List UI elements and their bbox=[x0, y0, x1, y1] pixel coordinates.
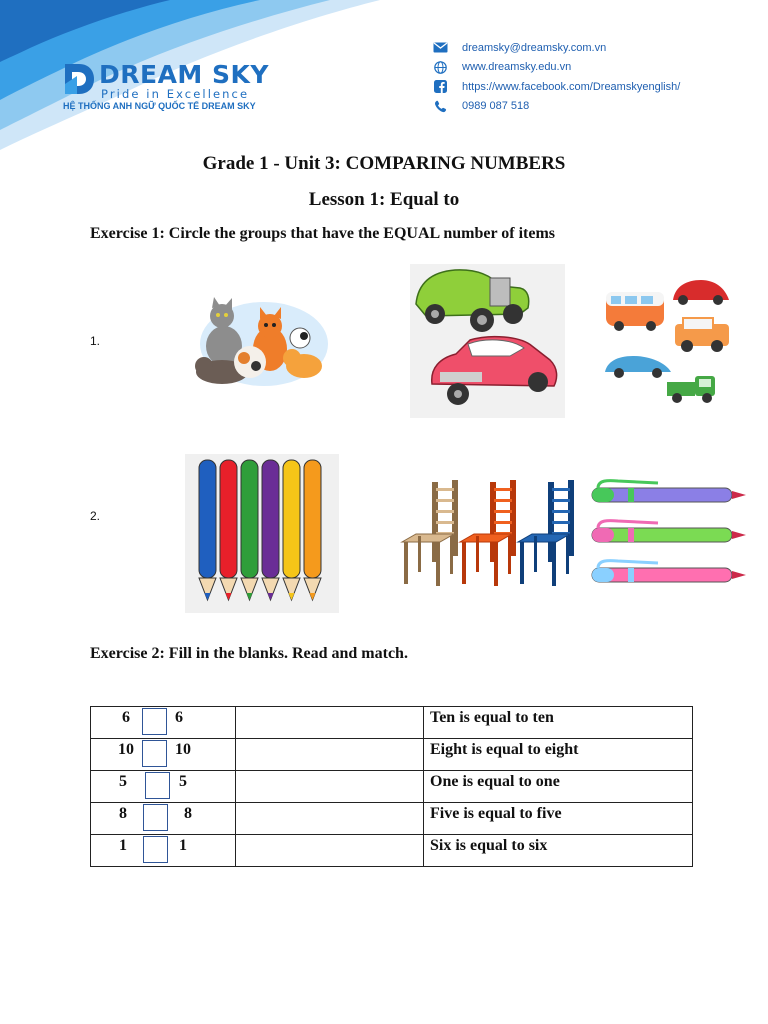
globe-icon bbox=[432, 60, 448, 74]
contact-list bbox=[432, 38, 752, 116]
right-number: 1 bbox=[179, 837, 187, 854]
exercise1-heading: Exercise 1: Circle the groups that have the EQUAL number of items bbox=[90, 225, 556, 242]
contact-email-text: dreamsky@dreamsky.com.vn bbox=[462, 41, 607, 54]
pencils-image[interactable] bbox=[185, 454, 339, 613]
answer-box[interactable] bbox=[145, 772, 170, 799]
exercise1-row2-number: 2. bbox=[90, 509, 101, 523]
table-row bbox=[91, 707, 693, 739]
cats-group-image[interactable] bbox=[192, 294, 330, 389]
lesson-title: Lesson 1: Equal to bbox=[308, 189, 460, 210]
left-number: 10 bbox=[118, 741, 134, 758]
pens-image[interactable] bbox=[588, 474, 750, 589]
pen-icon bbox=[592, 481, 746, 502]
table-row bbox=[91, 835, 693, 867]
right-number: 10 bbox=[175, 741, 191, 758]
brand-logo bbox=[63, 60, 273, 116]
pen-icon bbox=[592, 521, 746, 542]
blank-cell[interactable] bbox=[236, 835, 424, 867]
pencil-icon bbox=[304, 460, 321, 600]
chair-icon bbox=[518, 480, 574, 586]
table-row bbox=[91, 803, 693, 835]
exercise2-heading: Exercise 2: Fill in the blanks. Read and match. bbox=[90, 645, 408, 662]
two-cars-image[interactable] bbox=[410, 264, 565, 418]
chairs-image[interactable] bbox=[398, 478, 578, 590]
contact-email[interactable] bbox=[432, 38, 752, 58]
chair-icon bbox=[460, 480, 516, 586]
compare-cell bbox=[91, 739, 236, 771]
compare-cell bbox=[91, 835, 236, 867]
left-number: 8 bbox=[119, 805, 127, 822]
page-title: Grade 1 - Unit 3: COMPARING NUMBERS bbox=[202, 153, 566, 174]
sentence-cell: Ten is equal to ten bbox=[424, 707, 693, 739]
sentence-cell: Five is equal to five bbox=[424, 803, 693, 835]
match-table bbox=[90, 706, 693, 867]
blank-cell[interactable] bbox=[236, 771, 424, 803]
sentence-cell: Eight is equal to eight bbox=[424, 739, 693, 771]
answer-box[interactable] bbox=[142, 740, 167, 767]
pen-icon bbox=[592, 561, 746, 582]
blank-cell[interactable] bbox=[236, 739, 424, 771]
contact-phone-text: 0989 087 518 bbox=[462, 100, 530, 113]
contact-facebook-text: https://www.facebook.com/Dreamskyenglish/ bbox=[462, 80, 681, 93]
pencil-icon bbox=[199, 460, 216, 600]
sentence-cell: One is equal to one bbox=[424, 771, 693, 803]
dream-sky-logo-icon bbox=[63, 62, 95, 96]
contact-website-text: www.dreamsky.edu.vn bbox=[462, 61, 572, 74]
contact-website[interactable] bbox=[432, 58, 752, 78]
phone-icon bbox=[432, 99, 448, 113]
left-number: 6 bbox=[122, 709, 130, 726]
brand-name: DREAM SKY bbox=[99, 60, 269, 89]
left-number: 1 bbox=[119, 837, 127, 854]
left-number: 5 bbox=[119, 773, 127, 790]
answer-box[interactable] bbox=[142, 708, 167, 735]
sentence-cell: Six is equal to six bbox=[424, 835, 693, 867]
five-cars-image[interactable] bbox=[603, 278, 733, 408]
blank-cell[interactable] bbox=[236, 707, 424, 739]
compare-cell bbox=[91, 771, 236, 803]
right-number: 6 bbox=[175, 709, 183, 726]
pencil-icon bbox=[241, 460, 258, 600]
mail-icon bbox=[432, 41, 448, 55]
answer-box[interactable] bbox=[143, 836, 168, 863]
table-row bbox=[91, 739, 693, 771]
pencil-icon bbox=[283, 460, 300, 600]
table-row bbox=[91, 771, 693, 803]
exercise1-row1-number: 1. bbox=[90, 334, 101, 348]
right-number: 8 bbox=[184, 805, 192, 822]
contact-phone[interactable] bbox=[432, 97, 752, 117]
chair-icon bbox=[402, 480, 458, 586]
compare-cell bbox=[91, 707, 236, 739]
contact-facebook[interactable] bbox=[432, 77, 752, 97]
compare-cell bbox=[91, 803, 236, 835]
pencil-icon bbox=[220, 460, 237, 600]
facebook-icon bbox=[432, 80, 448, 94]
pencil-icon bbox=[262, 460, 279, 600]
answer-box[interactable] bbox=[143, 804, 168, 831]
right-number: 5 bbox=[179, 773, 187, 790]
brand-subtitle: HỆ THỐNG ANH NGỮ QUỐC TẾ DREAM SKY bbox=[63, 101, 256, 111]
brand-tagline: Pride in Excellence bbox=[101, 87, 250, 101]
blank-cell[interactable] bbox=[236, 803, 424, 835]
